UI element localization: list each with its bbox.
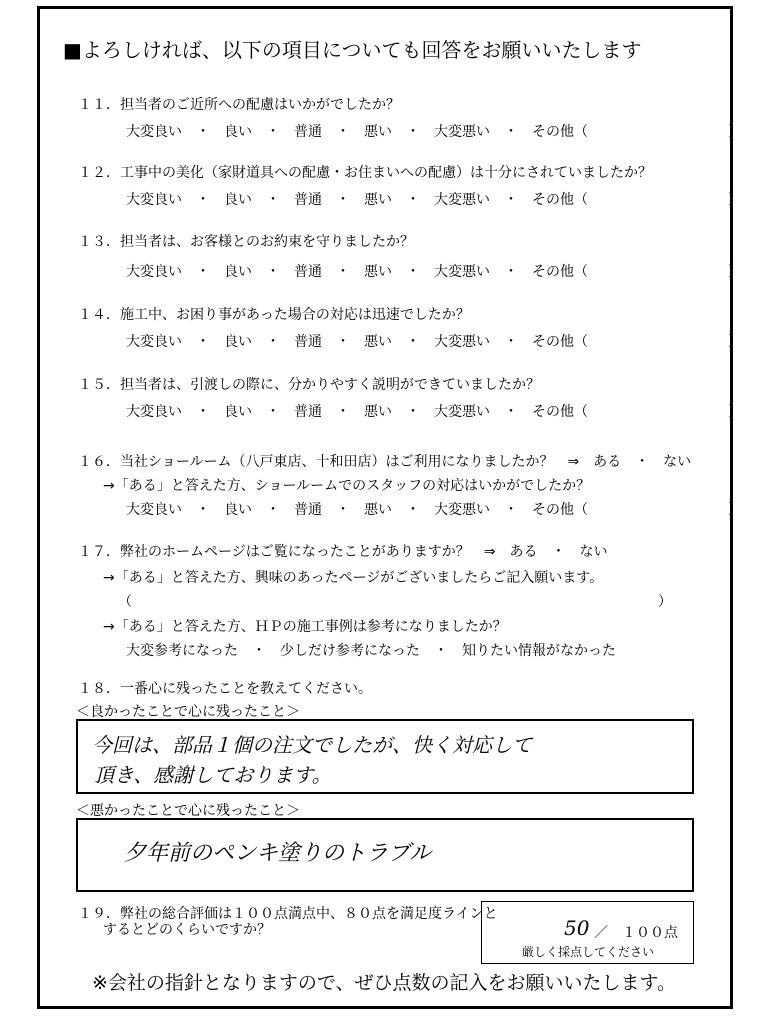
question-16-options[interactable]: 大変良い ・ 良い ・ 普通 ・ 悪い ・ 大変悪い ・ その他（ ） (126, 502, 742, 518)
good-memory-box[interactable] (76, 719, 694, 794)
bad-memory-label: ＜悪かったことで心に残ったこと＞ (76, 803, 300, 819)
footer-note: ※会社の指針となりますので、ぜひ点数の記入をお願いいたします。 (92, 972, 677, 994)
question-11-options[interactable]: 大変良い ・ 良い ・ 普通 ・ 悪い ・ 大変悪い ・ その他（ ） (126, 124, 742, 140)
question-17: １７．弊社のホームページはご覧になったことがありますか？ ⇒ ある ・ ない (78, 544, 608, 560)
question-19-line-1: １９．弊社の総合評価は１００点満点中、８０点を満足度ラインと (78, 906, 498, 922)
question-15-options[interactable]: 大変良い ・ 良い ・ 普通 ・ 悪い ・ 大変悪い ・ その他（ ） (126, 404, 742, 420)
question-11: １１．担当者のご近所への配慮はいかがでしたか？ (78, 97, 400, 113)
question-16: １６．当社ショールーム（八戸東店、十和田店）はご利用になりましたか？ ⇒ ある ・ ない (78, 454, 692, 470)
question-12: １２．工事中の美化（家財道具への配慮・お住まいへの配慮）は十分にされていましたか？ (78, 165, 652, 181)
question-12-options[interactable]: 大変良い ・ 良い ・ 普通 ・ 悪い ・ 大変悪い ・ その他（ ） (126, 192, 742, 208)
score-max-label: ／ １００点 (594, 925, 678, 941)
question-17-followup-2: →「ある」と答えた方、ＨＰの施工事例は参考になりましたか？ (103, 619, 507, 635)
bad-memory-handwriting: 夕年前のペンキ塗りのトラブル (124, 841, 432, 866)
question-18: １８．一番心に残ったことを教えてください。 (78, 681, 372, 697)
score-handwritten: 50 (564, 916, 590, 940)
bad-memory-box[interactable] (76, 818, 694, 892)
question-17-answer-close: ） (658, 594, 672, 610)
question-13: １３．担当者は、お客様とのお約束を守りましたか？ (78, 234, 414, 250)
survey-header: ■よろしければ、以下の項目についても回答をお願いいたします (63, 38, 642, 62)
question-15: １５．担当者は、引渡しの際に、分かりやすく説明ができていましたか？ (78, 377, 540, 393)
score-box[interactable] (481, 901, 694, 964)
question-17-followup-1: →「ある」と答えた方、興味のあったページがございましたらご記入願います。 (103, 570, 604, 586)
question-13-options[interactable]: 大変良い ・ 良い ・ 普通 ・ 悪い ・ 大変悪い ・ その他（ ） (126, 264, 742, 280)
good-memory-handwriting-line-2: 頂き、感謝しております。 (94, 763, 332, 787)
question-14-options[interactable]: 大変良い ・ 良い ・ 普通 ・ 悪い ・ 大変悪い ・ その他（ ） (126, 334, 742, 350)
question-17-options[interactable]: 大変参考になった ・ 少しだけ参考になった ・ 知りたい情報がなかった (126, 643, 616, 659)
good-memory-label: ＜良かったことで心に残ったこと＞ (76, 704, 300, 720)
good-memory-handwriting-line-1: 今回は、部品１個の注文でしたが、快く対応して (92, 733, 532, 757)
score-note: 厳しく採点してください (522, 945, 655, 959)
question-19-line-2: するとどのくらいですか？ (103, 922, 271, 938)
question-14: １４．施工中、お困り事があった場合の対応は迅速でしたか？ (78, 307, 470, 323)
question-17-answer-open: （ (118, 594, 132, 610)
question-16-followup: →「ある」と答えた方、ショールームでのスタッフの対応はいかがでしたか？ (103, 478, 591, 494)
